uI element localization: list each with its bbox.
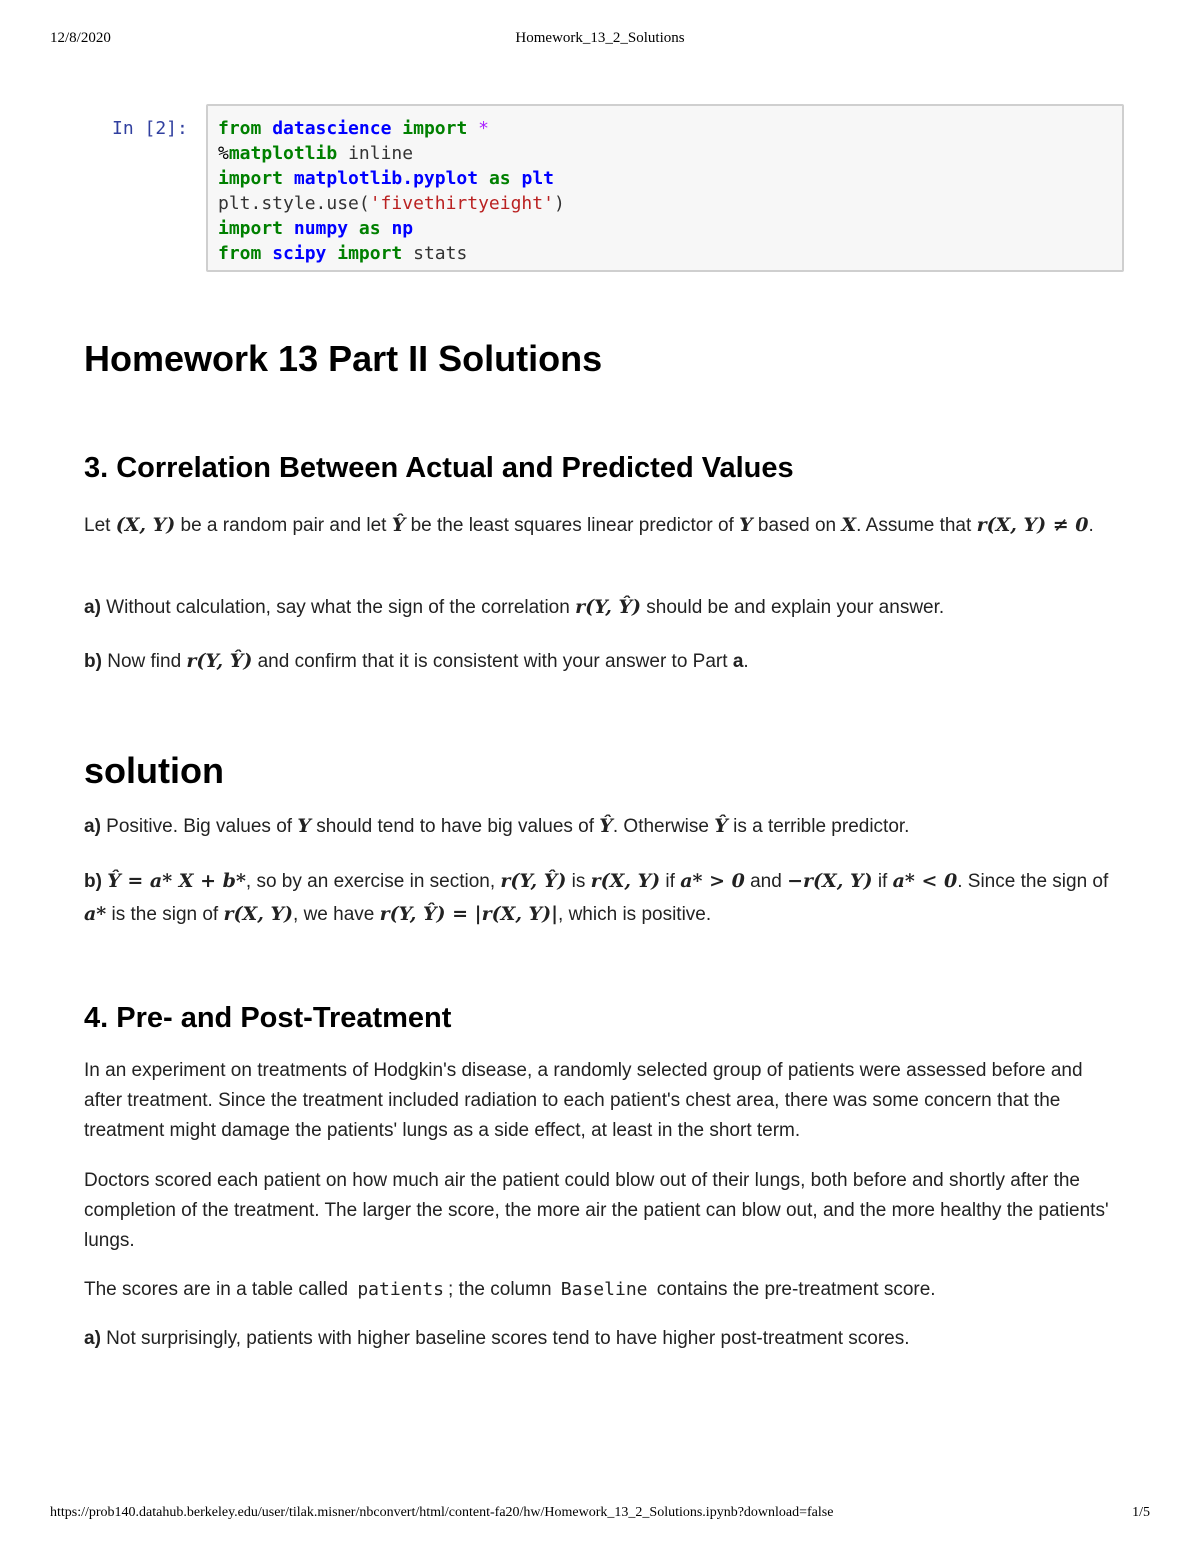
- footer-url: https://prob140.datahub.berkeley.edu/user/tilak.misner/nbconvert/html/content-fa20/hw/Homework_13_2_Solutions.ipynb?download=false: [50, 1505, 834, 1520]
- q3-part-a: a) Without calculation, say what the sign of the correlation r(Y, Ŷ) should be and explain your answer.: [84, 596, 945, 618]
- print-date: 12/8/2020: [50, 30, 111, 46]
- cell-prompt: In [2]:: [112, 118, 188, 139]
- q4-heading: 4. Pre- and Post-Treatment: [84, 1002, 452, 1034]
- q4-paragraph-3: The scores are in a table called patients ; the column Baseline contains the pre-treatment score.: [84, 1279, 936, 1300]
- page-title: Homework 13 Part II Solutions: [84, 338, 603, 379]
- code-line-3: import matplotlib.pyplot as plt: [218, 168, 554, 189]
- code-editor[interactable]: [206, 104, 1124, 272]
- document-title: Homework_13_2_Solutions: [515, 30, 685, 46]
- q3-part-b: b) Now find r(Y, Ŷ) and confirm that it is consistent with your answer to Part a.: [84, 650, 749, 672]
- code-line-4: plt.style.use('fivethirtyeight'): [218, 193, 565, 214]
- inline-code-baseline: Baseline: [560, 1279, 648, 1300]
- code-line-1: from datascience import *: [218, 118, 489, 139]
- print-header: [50, 30, 1150, 50]
- q3-heading: 3. Correlation Between Actual and Predicted Values: [84, 452, 794, 484]
- q4-paragraph-2: Doctors scored each patient on how much air the patient could blow out of their lungs, both before and shortly after the completion of the treatment. The larger the score, the more air the patient can blow out, and the more healthy the patients' lungs.: [84, 1170, 1109, 1251]
- code-line-2: %matplotlib inline: [218, 143, 414, 164]
- q4-part-a: a) Not surprisingly, patients with higher baseline scores tend to have higher post-treatment scores.: [84, 1328, 910, 1349]
- print-footer: [50, 1505, 1150, 1525]
- code-line-5: import numpy as np: [218, 218, 414, 239]
- inline-code-patients: patients: [357, 1279, 445, 1300]
- solution-heading: solution: [84, 750, 224, 791]
- q3-intro: Let (X, Y) be a random pair and let Ŷ be the least squares linear predictor of Y based on X. Assume that r(X, Y) ≠ 0.: [84, 514, 1094, 536]
- page-number: 1/5: [1132, 1505, 1150, 1520]
- q4-paragraph-1: In an experiment on treatments of Hodgkin's disease, a randomly selected group of patients were assessed before and after treatment. Since the treatment included radiation to each patient's chest area, there was some concern that the treatment might damage the patients' lungs as a side effect, at least in the short term.: [84, 1060, 1083, 1141]
- solution-part-a: a) Positive. Big values of Y should tend to have big values of Ŷ. Otherwise Ŷ is a terrible predictor.: [84, 815, 910, 837]
- solution-part-b: b) Ŷ = a* X + b*, so by an exercise in section, r(Y, Ŷ) is r(X, Y) if a* > 0 and −r(X, Y) if a* < 0. Since the sign of a* is the sign of r(X, Y), we have r(Y, Ŷ) = |r(X, Y)|, which is positive.: [84, 870, 1109, 925]
- code-line-6: from scipy import stats: [218, 243, 468, 264]
